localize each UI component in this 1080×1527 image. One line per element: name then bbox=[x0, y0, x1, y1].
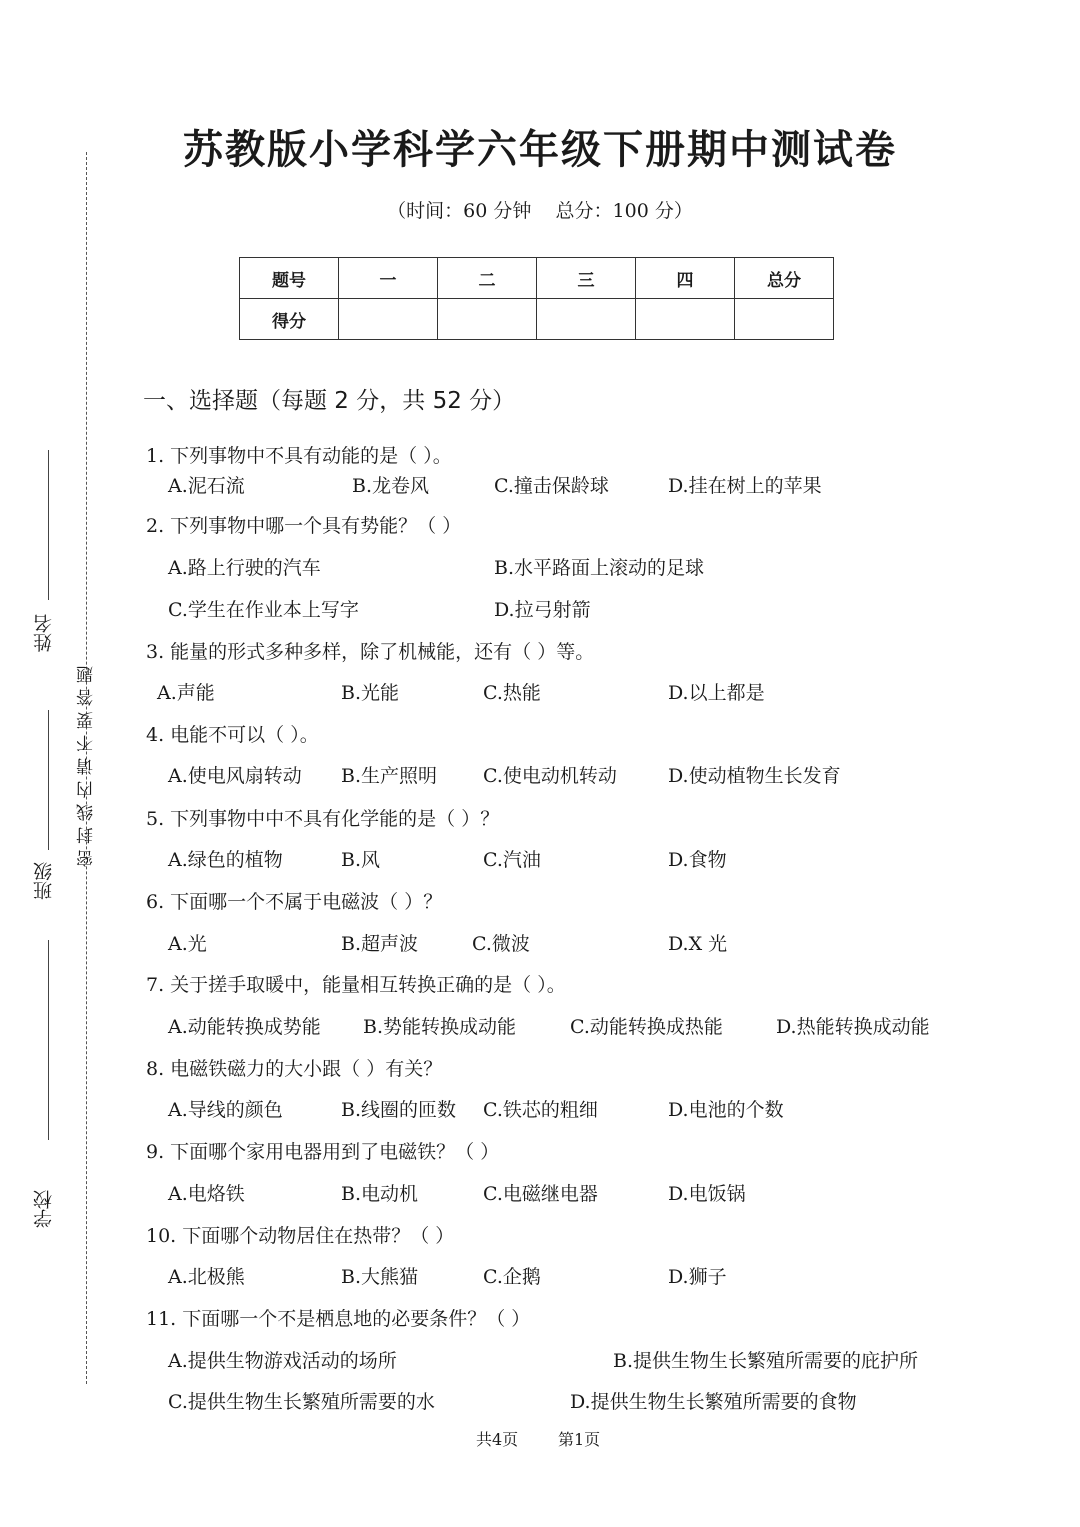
question-6: 6. 下面哪一个不属于电磁波（ ）？ bbox=[146, 891, 443, 913]
score-cell[interactable] bbox=[735, 299, 834, 340]
exam-info: （时间：60 分钟 总分：100 分） bbox=[387, 200, 693, 222]
option-1a: A.泥石流 bbox=[168, 475, 245, 497]
option-9c: C.电磁继电器 bbox=[483, 1183, 598, 1205]
score-header-cell: 总分 bbox=[735, 258, 834, 299]
option-9b: B.电动机 bbox=[341, 1183, 419, 1205]
option-10c: C.企鹅 bbox=[483, 1266, 541, 1288]
name-label: 姓名 bbox=[33, 614, 55, 652]
option-3d: D.以上都是 bbox=[668, 682, 765, 704]
score-cell[interactable] bbox=[636, 299, 735, 340]
score-header-cell: 题号 bbox=[240, 258, 339, 299]
option-8b: B.线圈的匝数 bbox=[341, 1099, 457, 1121]
option-2a: A.路上行驶的汽车 bbox=[168, 557, 321, 579]
option-9d: D.电饭锅 bbox=[668, 1183, 746, 1205]
option-7c: C.动能转换成热能 bbox=[570, 1016, 723, 1038]
option-6d: D.X 光 bbox=[668, 933, 728, 955]
option-1d: D.挂在树上的苹果 bbox=[668, 475, 822, 497]
question-8: 8. 电磁铁磁力的大小跟（ ）有关？ bbox=[146, 1058, 443, 1080]
option-3c: C.热能 bbox=[483, 682, 541, 704]
option-3b: B.光能 bbox=[341, 682, 400, 704]
question-9: 9. 下面哪个家用电器用到了电磁铁？（ ） bbox=[146, 1141, 500, 1163]
question-3: 3. 能量的形式多种多样，除了机械能，还有（ ）等。 bbox=[146, 641, 595, 663]
option-6c: C.微波 bbox=[472, 933, 530, 955]
question-4: 4. 电能不可以（ ）。 bbox=[146, 724, 319, 746]
page-number: 第1页 bbox=[558, 1430, 601, 1449]
option-2c: C.学生在作业本上写字 bbox=[168, 599, 359, 621]
score-header-cell: 二 bbox=[438, 258, 537, 299]
score-header-cell: 一 bbox=[339, 258, 438, 299]
option-4d: D.使动植物生长发育 bbox=[668, 765, 841, 787]
option-5d: D.食物 bbox=[668, 849, 727, 871]
option-2b: B.水平路面上滚动的足球 bbox=[494, 557, 705, 579]
option-7a: A.动能转换成势能 bbox=[168, 1016, 321, 1038]
option-10d: D.狮子 bbox=[668, 1266, 727, 1288]
option-4a: A.使电风扇转动 bbox=[168, 765, 302, 787]
question-2: 2. 下列事物中哪一个具有势能？（ ） bbox=[146, 515, 462, 537]
option-5b: B.风 bbox=[341, 849, 381, 871]
option-8c: C.铁芯的粗细 bbox=[483, 1099, 598, 1121]
option-7b: B.势能转换成动能 bbox=[363, 1016, 517, 1038]
score-cell[interactable] bbox=[438, 299, 537, 340]
option-10b: B.大熊猫 bbox=[341, 1266, 419, 1288]
question-11: 11. 下面哪一个不是栖息地的必要条件？（ ） bbox=[146, 1308, 531, 1330]
option-6b: B.超声波 bbox=[341, 933, 419, 955]
option-7d: D.热能转换成动能 bbox=[776, 1016, 930, 1038]
score-header-cell: 三 bbox=[537, 258, 636, 299]
option-5c: C.汽油 bbox=[483, 849, 541, 871]
question-10: 10. 下面哪个动物居住在热带？（ ） bbox=[146, 1225, 455, 1247]
option-10a: A.北极熊 bbox=[168, 1266, 245, 1288]
option-4b: B.生产照明 bbox=[341, 765, 438, 787]
question-7: 7. 关于搓手取暖中，能量相互转换正确的是（ ）。 bbox=[146, 974, 566, 996]
option-11d: D.提供生物生长繁殖所需要的食物 bbox=[570, 1391, 857, 1413]
question-5: 5. 下列事物中中不具有化学能的是（ ）？ bbox=[146, 808, 500, 830]
score-table-header-row bbox=[240, 258, 834, 299]
name-underline bbox=[48, 450, 49, 600]
option-4c: C.使电动机转动 bbox=[483, 765, 617, 787]
school-label: 学校 bbox=[33, 1190, 55, 1228]
option-11a: A.提供生物游戏活动的场所 bbox=[168, 1350, 397, 1372]
score-table-score-row bbox=[240, 299, 834, 340]
option-1b: B.龙卷风 bbox=[352, 475, 430, 497]
option-9a: A.电烙铁 bbox=[168, 1183, 245, 1205]
score-row-label: 得分 bbox=[240, 299, 339, 340]
seal-text: 密封线内请不要答题 bbox=[77, 660, 97, 867]
total-pages: 共4页 bbox=[476, 1430, 519, 1449]
section-heading: 一、选择题（每题 2 分，共 52 分） bbox=[143, 388, 516, 414]
class-label: 班级 bbox=[33, 862, 55, 900]
option-1c: C.撞击保龄球 bbox=[494, 475, 609, 497]
option-8d: D.电池的个数 bbox=[668, 1099, 784, 1121]
score-header-cell: 四 bbox=[636, 258, 735, 299]
score-cell[interactable] bbox=[537, 299, 636, 340]
option-6a: A.光 bbox=[168, 933, 207, 955]
score-cell[interactable] bbox=[339, 299, 438, 340]
option-2d: D.拉弓射箭 bbox=[494, 599, 591, 621]
option-11c: C.提供生物生长繁殖所需要的水 bbox=[168, 1391, 435, 1413]
score-table bbox=[239, 257, 834, 340]
option-3a: A.声能 bbox=[157, 682, 215, 704]
option-5a: A.绿色的植物 bbox=[168, 849, 283, 871]
page-title: 苏教版小学科学六年级下册期中测试卷 bbox=[183, 127, 897, 173]
question-1: 1. 下列事物中不具有动能的是（ ）。 bbox=[146, 445, 452, 467]
class-underline bbox=[48, 710, 49, 850]
option-8a: A.导线的颜色 bbox=[168, 1099, 283, 1121]
option-11b: B.提供生物生长繁殖所需要的庇护所 bbox=[613, 1350, 919, 1372]
class-underline-2 bbox=[48, 940, 49, 1140]
